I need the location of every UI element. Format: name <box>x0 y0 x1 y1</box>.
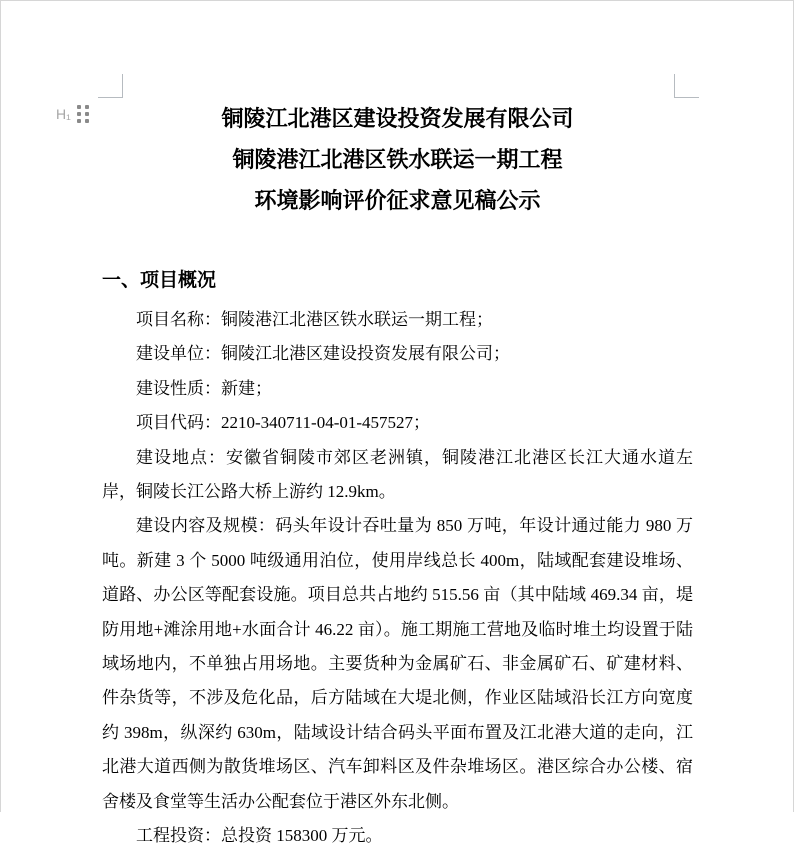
paragraph-gutter <box>56 104 89 124</box>
document-title-block <box>102 98 693 221</box>
paragraph-investment[interactable]: 工程投资：总投资 158300 万元。 <box>136 826 383 846</box>
paragraph-project-name[interactable]: 项目名称：铜陵港江北港区铁水联运一期工程； <box>136 310 493 329</box>
document-content <box>102 1 693 854</box>
section-heading[interactable]: 一、项目概况 <box>102 270 217 291</box>
paragraph-nature[interactable]: 建设性质：新建； <box>136 378 272 398</box>
paragraph-builder[interactable]: 建设单位：铜陵江北港区建设投资发展有限公司； <box>136 344 510 364</box>
paragraph-project-code[interactable]: 项目代码：2210-340711-04-01-457527； <box>136 413 431 433</box>
paragraph-location[interactable]: 建设地点：安徽省铜陵市郊区老洲镇，铜陵港江北港区长江大通水道左岸，铜陵长江公路大桥上游约 12.9km。 <box>102 447 693 502</box>
title-line-2[interactable]: 铜陵港江北港区铁水联运一期工程 <box>232 147 563 172</box>
paragraph-scope[interactable]: 建设内容及规模：码头年设计吞吐量为 850 万吨，年设计通过能力 980 万吨。新建 3 个 5000 吨级通用泊位，使用岸线总长 400m，陆域配套建设堆场、道路、办公区等配套设施。项目总共占地约 515.56 亩（其中陆域 469.34 亩，堤防用地+滩涂用地+水面合计 46.22 亩）。施工期施工营地及临时堆土均设置于陆域场地内，不单独占用场地。主要货种为金属矿石、非金属矿石、矿建材料、件杂货等，不涉及危化品，后方陆域在大堤北侧，作业区陆域沿长江方向宽度约 398m，纵深约 630m，陆域设计结合码头平面布置及江北港大道的走向，江北港大道西侧为散货堆场区、汽车卸料区及件杂堆场区。港区综合办公楼、宿舍楼及食堂等生活办公配套位于港区外东北侧。 <box>102 516 693 811</box>
document-body <box>102 303 693 854</box>
heading-level-badge: H₁ <box>56 106 71 122</box>
title-line-3[interactable]: 环境影响评价征求意见稿公示 <box>254 188 541 213</box>
title-line-1[interactable]: 铜陵江北港区建设投资发展有限公司 <box>221 106 574 131</box>
drag-handle-icon[interactable] <box>77 105 89 123</box>
